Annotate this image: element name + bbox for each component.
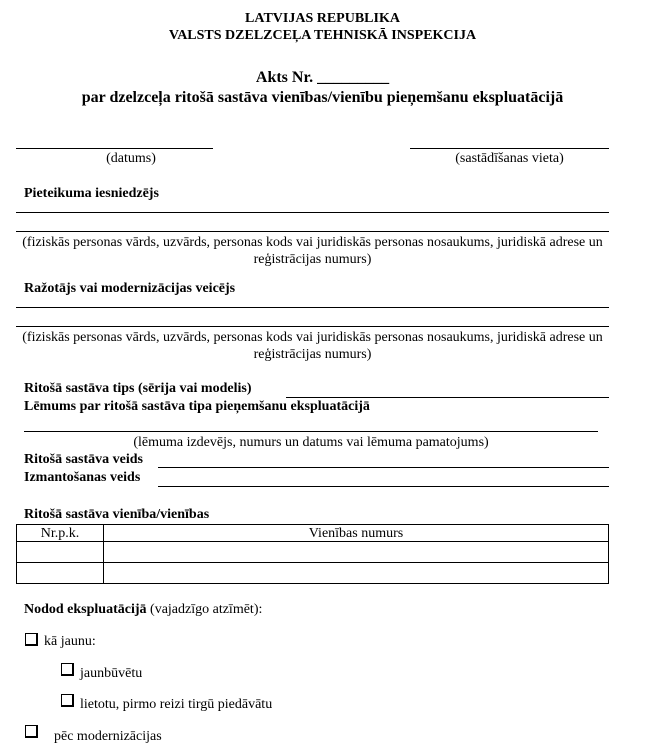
table-row [17, 542, 609, 563]
manufacturer-line-1[interactable] [16, 307, 609, 308]
type-label: Ritošā sastāva tips (sērija vai modelis) [24, 381, 252, 396]
option-new-label: kā jaunu: [44, 634, 96, 649]
decision-label: Lēmums par ritošā sastāva tipa pieņemšanu ekspluatācijā [24, 399, 370, 414]
place-line[interactable] [410, 148, 609, 149]
date-line[interactable] [16, 148, 213, 149]
row-number-cell[interactable] [17, 542, 104, 563]
col-unit-header: Vienības numurs [104, 525, 609, 542]
units-heading: Ritošā sastāva vienība/vienības [24, 507, 210, 522]
table-row [17, 563, 609, 584]
usage-line[interactable] [158, 486, 609, 487]
handover-label-bold: Nodod ekspluatācijā [24, 602, 147, 617]
option-modernized-label: pēc modernizācijas [54, 729, 162, 744]
manufacturer-label: Ražotājs vai modernizācijas veicējs [24, 281, 236, 296]
manufacturer-caption: (fiziskās personas vārds, uzvārds, personas kods vai juridiskās personas nosaukums, juridiskā adrese un reģistrācijas numurs) [22, 330, 603, 362]
handover-label [24, 602, 262, 618]
act-subtitle: par dzelzceļa ritošā sastāva vienības/vienību pieņemšanu ekspluatācijā [81, 89, 564, 106]
unit-number-cell[interactable] [104, 563, 609, 584]
act-title: Akts Nr. _________ [255, 69, 390, 86]
applicant-line-1[interactable] [16, 212, 609, 213]
applicant-label: Pieteikuma iesniedzējs [24, 186, 159, 201]
decision-line[interactable] [24, 431, 598, 432]
option-new-checkbox[interactable] [25, 633, 38, 646]
date-caption: (datums) [106, 151, 156, 166]
kind-line[interactable] [158, 467, 609, 468]
country-heading: LATVIJAS REPUBLIKA [245, 11, 400, 26]
decision-caption: (lēmuma izdevējs, numurs un datums vai lēmuma pamatojums) [133, 435, 489, 450]
units-table [16, 524, 609, 584]
option-newly-built-checkbox[interactable] [61, 663, 74, 676]
unit-number-cell[interactable] [104, 542, 609, 563]
option-modernized-checkbox[interactable] [25, 725, 38, 738]
applicant-line-2[interactable] [16, 231, 609, 232]
type-line[interactable] [286, 397, 609, 398]
option-newly-built-label: jaunbūvētu [80, 666, 143, 681]
kind-label: Ritošā sastāva veids [24, 452, 144, 467]
row-number-cell[interactable] [17, 563, 104, 584]
units-table-header [17, 525, 609, 542]
usage-label: Izmantošanas veids [24, 470, 141, 485]
col-number-header: Nr.p.k. [17, 525, 104, 542]
option-used-label: lietotu, pirmo reizi tirgū piedāvātu [80, 697, 273, 712]
handover-label-note: (vajadzīgo atzīmēt): [146, 602, 263, 617]
manufacturer-line-2[interactable] [16, 326, 609, 327]
authority-heading: VALSTS DZELZCEĻA TEHNISKĀ INSPEKCIJA [168, 28, 477, 43]
place-caption: (sastādīšanas vieta) [455, 151, 564, 166]
applicant-caption: (fiziskās personas vārds, uzvārds, personas kods vai juridiskās personas nosaukums, juridiskā adrese un reģistrācijas numurs) [22, 235, 603, 267]
option-used-checkbox[interactable] [61, 694, 74, 707]
